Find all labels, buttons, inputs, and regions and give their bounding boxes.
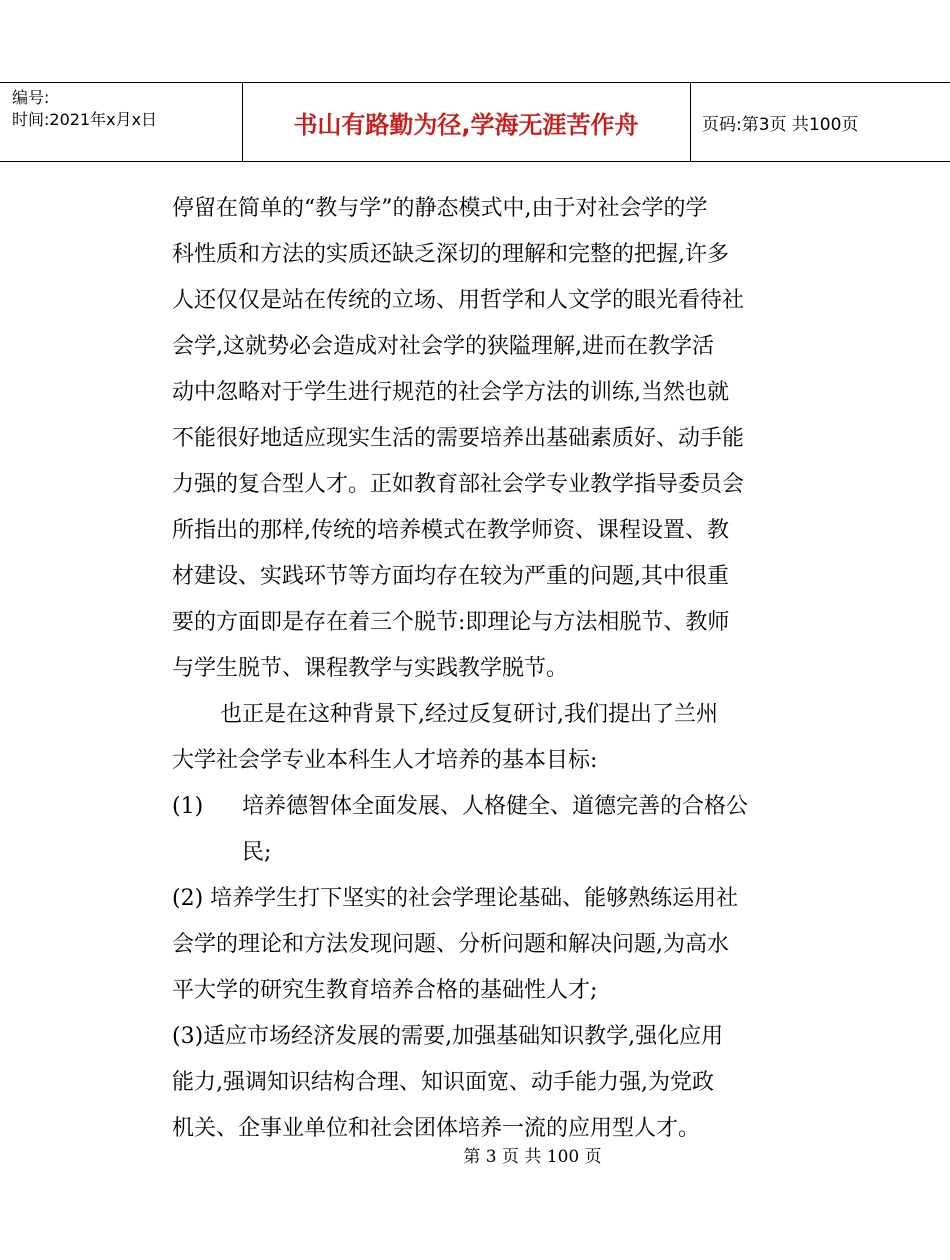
code-label: 编号:	[12, 88, 50, 107]
text-line: 不能很好地适应现实生活的需要培养出基础素质好、动手能	[172, 426, 745, 451]
text-line: 机关、企事业单位和社会团体培养一流的应用型人才。	[172, 1116, 701, 1141]
text-line: 动中忽略对于学生进行规范的社会学方法的训练,当然也就	[172, 380, 729, 405]
text-line: 要的方面即是存在着三个脱节:即理论与方法相脱节、教师	[172, 610, 730, 635]
header-page-info: 页码:第3页 共100页	[702, 115, 859, 135]
page-header	[0, 82, 950, 162]
text-line: 大学社会学专业本科生人才培养的基本目标:	[172, 748, 598, 773]
text-line: 平大学的研究生教育培养合格的基础性人才;	[172, 978, 598, 1003]
text-line: 人还仅仅是站在传统的立场、用哲学和人文学的眼光看待社	[172, 288, 745, 313]
header-meta	[12, 87, 157, 131]
text-line: 能力,强调知识结构合理、知识面宽、动手能力强,为党政	[172, 1070, 714, 1095]
list-item-1	[172, 784, 782, 830]
list-item-text: 培养德智体全面发展、人格健全、道德完善的合格公	[242, 794, 749, 819]
text-line: 力强的复合型人才。正如教育部社会学专业教学指导委员会	[172, 472, 745, 497]
header-divider	[690, 83, 691, 162]
page-footer: 第 3 页 共 100 页	[463, 1147, 602, 1167]
text-line: 会学的理论和方法发现问题、分析问题和解决问题,为高水	[172, 932, 729, 957]
time-label: 时间:2021年x月x日	[12, 110, 158, 129]
document-body	[172, 186, 782, 1152]
text-line: 与学生脱节、课程教学与实践教学脱节。	[172, 656, 569, 681]
list-item-number: (1)	[172, 794, 204, 819]
paragraph-intro: 也正是在这种背景下,经过反复研讨,我们提出了兰州	[220, 702, 718, 727]
text-line: 材建设、实践环节等方面均存在较为严重的问题,其中很重	[172, 564, 729, 589]
text-line: 停留在简单的“教与学”的静态模式中,由于对社会学的学	[172, 196, 708, 221]
list-item-2: (2) 培养学生打下坚实的社会学理论基础、能够熟练运用社	[172, 886, 739, 911]
text-line: 会学,这就势必会造成对社会学的狭隘理解,进而在教学活	[172, 334, 714, 359]
text-line: 科性质和方法的实质还缺乏深切的理解和完整的把握,许多	[172, 242, 729, 267]
text-line: 所指出的那样,传统的培养模式在教学师资、课程设置、教	[172, 518, 729, 543]
header-motto: 书山有路勤为径,学海无涯苦作舟	[293, 111, 639, 139]
list-item-3: (3)适应市场经济发展的需要,加强基础知识教学,强化应用	[172, 1024, 724, 1049]
list-item-continuation: 民;	[242, 840, 272, 865]
